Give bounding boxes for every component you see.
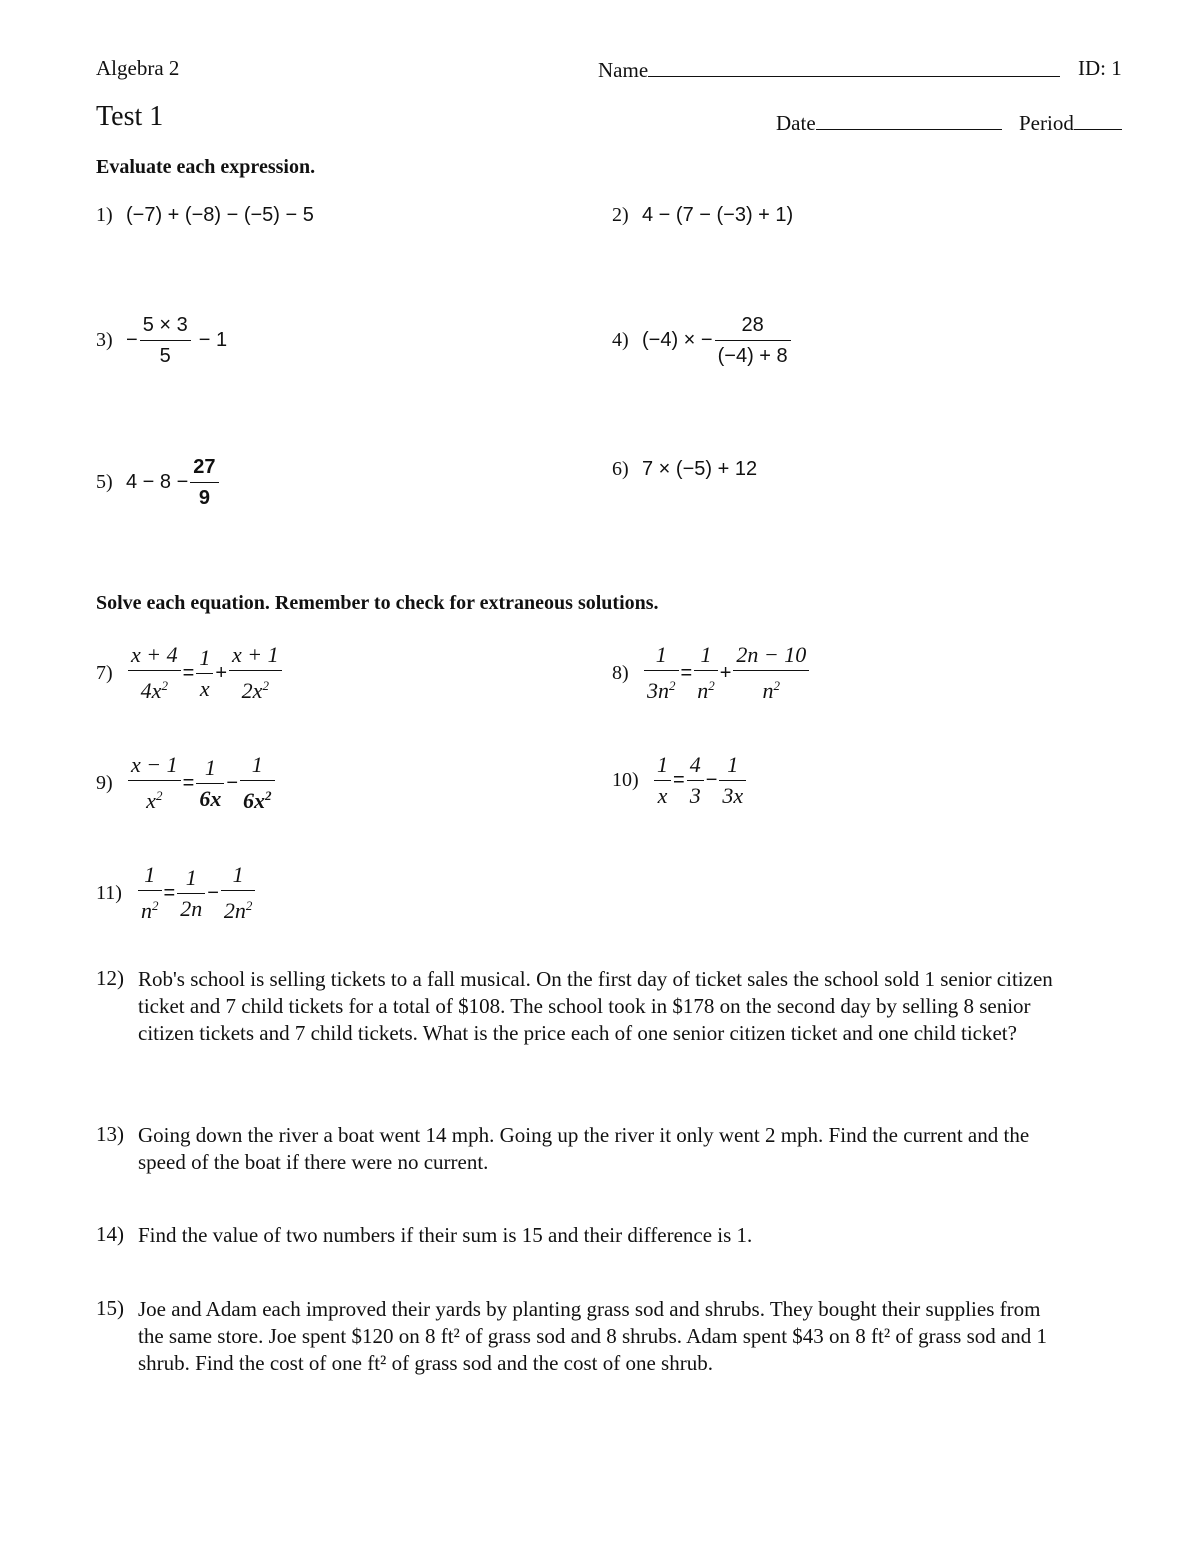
denominator-base: 2n: [223, 898, 246, 923]
problem-number: 13): [96, 1122, 124, 1146]
operator: +: [215, 661, 227, 684]
problem-12: [96, 966, 1066, 1047]
equals: =: [680, 661, 693, 684]
equals: =: [673, 769, 685, 791]
date-field[interactable]: [776, 109, 1002, 136]
fraction-left: [644, 640, 679, 706]
denominator: [694, 671, 718, 706]
denominator: [221, 891, 256, 926]
problem-10: [612, 750, 748, 811]
expression-prefix: −: [126, 329, 138, 351]
fraction-middle: [196, 753, 224, 814]
denominator-base: 2x: [241, 678, 263, 703]
denominator: [644, 671, 679, 706]
fraction-left: [138, 860, 162, 926]
numerator: 1: [221, 860, 256, 891]
numerator: x − 1: [128, 750, 181, 781]
numerator: 1: [694, 640, 718, 671]
operator: −: [207, 881, 219, 904]
denominator: [240, 781, 275, 816]
name-blank[interactable]: [648, 56, 1060, 77]
problem-14: [96, 1222, 1066, 1249]
numerator: 1: [644, 640, 679, 671]
problem-13: [96, 1122, 1066, 1176]
problem-number: 7): [96, 661, 113, 684]
denominator: [229, 671, 282, 706]
fraction-right: [719, 750, 746, 811]
test-id: ID: 1: [1078, 56, 1122, 80]
name-label: Name: [598, 58, 649, 82]
problem-8: [612, 640, 811, 706]
numerator: 27: [190, 452, 218, 483]
denominator: [128, 671, 181, 706]
exponent: 2: [155, 788, 163, 803]
expression: 4 − (7 − (−3) + 1): [642, 203, 794, 226]
problem-5: [96, 452, 221, 513]
expression: 7 × (−5) + 1: [642, 457, 746, 480]
operator: −: [705, 769, 718, 791]
exponent: 2: [161, 678, 168, 693]
problem-number: 6): [612, 457, 629, 480]
equals: =: [163, 881, 176, 904]
denominator-base: 6x: [243, 788, 265, 813]
denominator: x: [199, 675, 210, 701]
denominator: 6x: [199, 785, 222, 811]
exponent: 2: [152, 898, 159, 913]
problem-number: 8): [612, 661, 629, 684]
problem-number: 15): [96, 1296, 124, 1320]
problem-number: 10): [612, 769, 639, 791]
numerator: 1: [138, 860, 162, 891]
expression-suffix: − 1: [198, 329, 228, 351]
denominator-base: n: [141, 898, 152, 923]
denominator: x: [657, 783, 668, 808]
denominator: 5: [159, 345, 171, 367]
fraction: [190, 452, 218, 513]
denominator: [733, 671, 809, 706]
problem-number: 1): [96, 203, 113, 226]
fraction-left: [654, 750, 671, 811]
fraction-right: [221, 860, 256, 926]
fraction-left: [128, 750, 181, 816]
problem-number: 11): [96, 881, 122, 904]
exponent: 2: [669, 678, 676, 693]
denominator-base: n: [762, 678, 774, 703]
denominator-base: n: [697, 678, 709, 703]
denominator-base: x: [146, 788, 156, 813]
problem-number: 12): [96, 966, 124, 990]
numerator: x + 1: [229, 640, 282, 671]
exponent: 2: [262, 678, 269, 693]
fraction-middle: [687, 750, 704, 811]
denominator: 9: [198, 487, 210, 509]
numerator: 1: [196, 753, 224, 784]
denominator: 3x: [722, 783, 744, 808]
exponent: 2: [745, 457, 758, 480]
period-blank[interactable]: [1074, 109, 1122, 130]
problem-text: Find the value of two numbers if their sum is 15 and their difference is 1.: [138, 1223, 753, 1247]
numerator: x + 4: [128, 640, 181, 671]
operator: −: [226, 771, 238, 794]
fraction: [140, 310, 191, 371]
equals: =: [182, 661, 195, 684]
equals: =: [182, 771, 195, 794]
fraction-middle: [177, 863, 205, 924]
numerator: 1: [196, 643, 213, 674]
fraction-middle: [694, 640, 718, 706]
denominator-base: 4x: [140, 678, 162, 703]
fraction-left: [128, 640, 181, 706]
problem-9: [96, 750, 277, 816]
date-label: Date: [776, 111, 816, 135]
course-name: Algebra 2: [96, 56, 180, 80]
fraction-right: [733, 640, 809, 706]
date-blank[interactable]: [816, 109, 1002, 130]
exponent: 2: [265, 788, 272, 803]
problem-7: [96, 640, 284, 706]
denominator: [138, 891, 162, 926]
name-field[interactable]: [598, 56, 1060, 83]
problem-number: 9): [96, 771, 113, 794]
exponent: 2: [245, 898, 253, 913]
numerator: 1: [654, 750, 671, 781]
numerator: 1: [177, 863, 205, 894]
problem-2: [612, 198, 793, 232]
problem-text: Going down the river a boat went 14 mph. Going up the river it only went 2 mph. Find the current and the speed of the boat if there were no current.: [138, 1123, 1030, 1174]
denominator: [128, 781, 181, 816]
numerator: 1: [240, 750, 275, 781]
problem-1: [96, 198, 314, 232]
problem-number: 4): [612, 329, 629, 351]
exponent: 2: [773, 678, 781, 693]
problem-text: Rob's school is selling tickets to a fall musical. On the first day of ticket sales the school sold 1 senior citizen ticket and 7 child tickets for a total of $108. The school took in $178 on the second day by selling 8 senior citizen tickets and 7 child tickets. What is the price each of one senior citizen ticket and one child ticket?: [138, 967, 1053, 1045]
section-evaluate: Evaluate each expression.: [96, 156, 316, 178]
denominator: 2n: [180, 895, 203, 921]
fraction-right: [240, 750, 275, 816]
problem-number: 3): [96, 329, 113, 351]
problem-11: [96, 860, 257, 926]
problem-15: [96, 1296, 1066, 1377]
problem-3: [96, 310, 227, 371]
expression: (−7) + (−8) − (−5) − 5: [126, 203, 314, 226]
denominator: (−4) + 8: [717, 345, 788, 367]
numerator: 4: [687, 750, 704, 781]
numerator: 2n − 10: [733, 640, 809, 671]
numerator: 28: [715, 310, 791, 341]
problem-number: 2): [612, 203, 629, 226]
fraction-right: [229, 640, 282, 706]
fraction-middle: [196, 643, 213, 704]
numerator: 1: [719, 750, 746, 781]
problem-number: 14): [96, 1222, 124, 1246]
operator: +: [719, 661, 732, 684]
test-title: Test 1: [96, 101, 164, 132]
problem-text: Joe and Adam each improved their yards by planting grass sod and shrubs. They bought their supplies from the same store. Joe spent $120 on 8 ft² of grass sod and 8 shrubs. Adam spent $43 on 8 ft² of grass sod and 1 shrub. Find the cost of one ft² of grass sod and the cost of one shrub.: [138, 1297, 1048, 1375]
numerator: 5 × 3: [140, 310, 191, 341]
exponent: 2: [708, 678, 715, 693]
fraction: [715, 310, 791, 371]
period-field[interactable]: [1019, 109, 1122, 136]
expression-prefix: 4 − 8 −: [126, 471, 189, 493]
denominator: 3: [689, 783, 701, 808]
problem-6: [612, 452, 757, 486]
problem-4: [612, 310, 793, 371]
denominator-base: 3n: [647, 678, 669, 703]
expression-prefix: (−4) × −: [642, 329, 713, 351]
period-label: Period: [1019, 111, 1074, 135]
problem-number: 5): [96, 471, 113, 493]
section-solve: Solve each equation. Remember to check for extraneous solutions.: [96, 592, 659, 614]
